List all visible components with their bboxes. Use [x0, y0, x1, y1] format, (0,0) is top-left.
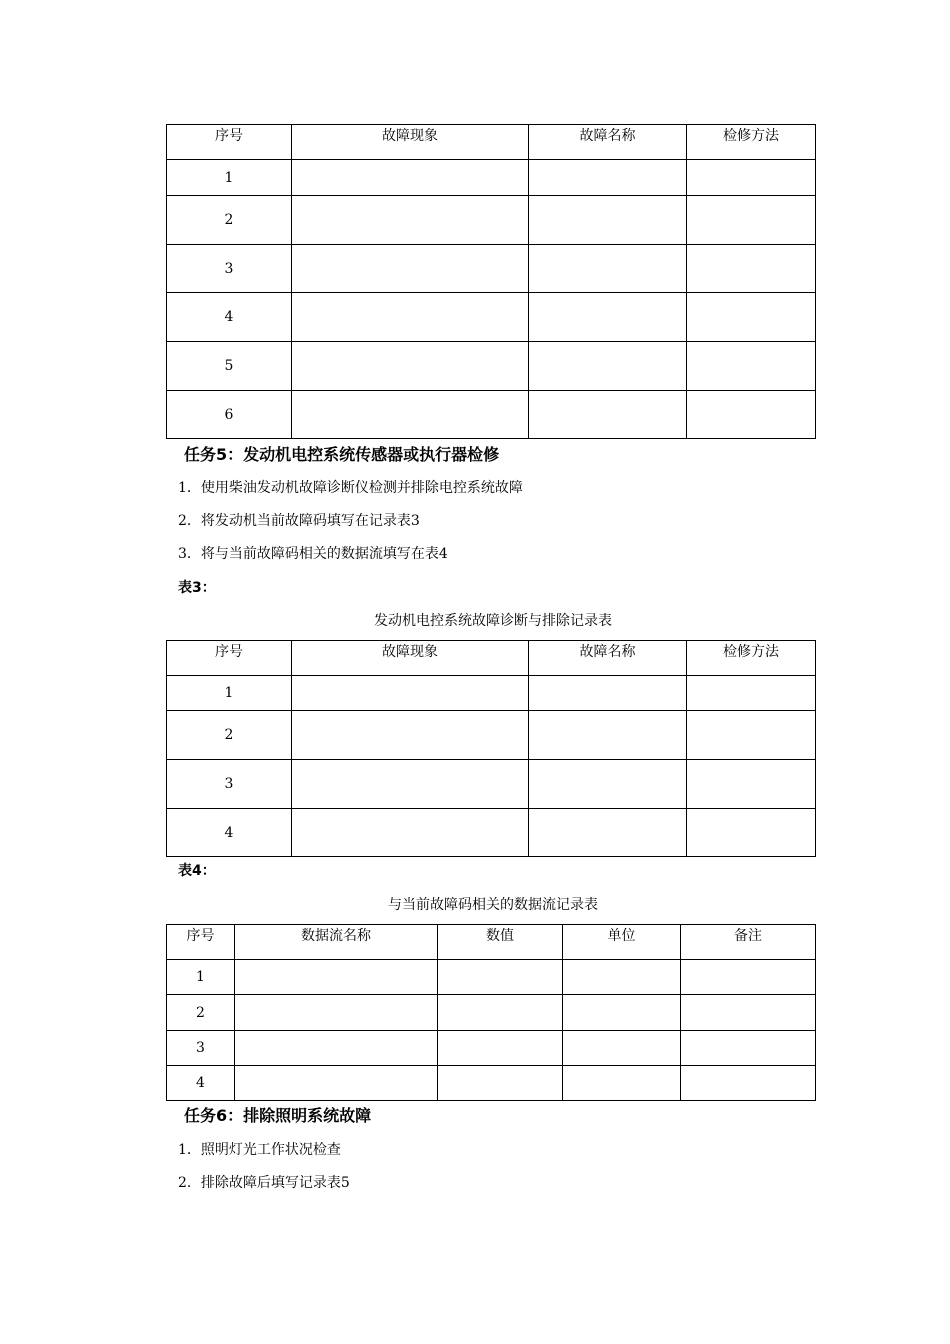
empty-cell[interactable]	[292, 293, 529, 342]
empty-cell[interactable]	[687, 342, 816, 391]
header-cell: 单位	[563, 925, 681, 960]
empty-cell[interactable]	[529, 160, 687, 196]
row-number: 2	[167, 995, 235, 1031]
empty-cell[interactable]	[438, 1031, 563, 1066]
task6-step: 2．排除故障后填写记录表5	[178, 1175, 350, 1191]
table-row	[167, 391, 816, 439]
header-cell: 序号	[167, 641, 292, 676]
empty-cell[interactable]	[438, 995, 563, 1031]
header-cell: 检修方法	[687, 641, 816, 676]
table3	[166, 640, 816, 857]
task6-step: 1．照明灯光工作状况检查	[178, 1142, 341, 1158]
table-row	[167, 293, 816, 342]
table-row	[167, 160, 816, 196]
row-number: 3	[167, 245, 292, 293]
table-row	[167, 245, 816, 293]
empty-cell[interactable]	[687, 293, 816, 342]
task5-step: 3．将与当前故障码相关的数据流填写在表4	[178, 546, 448, 562]
empty-cell[interactable]	[235, 1066, 438, 1101]
header-cell: 故障名称	[529, 125, 687, 160]
row-number: 6	[167, 391, 292, 439]
empty-cell[interactable]	[292, 196, 529, 245]
empty-cell[interactable]	[681, 960, 816, 995]
empty-cell[interactable]	[687, 760, 816, 809]
table-header-row	[167, 925, 816, 960]
table-header-row	[167, 641, 816, 676]
empty-cell[interactable]	[292, 760, 529, 809]
task5-step: 2．将发动机当前故障码填写在记录表3	[178, 513, 420, 529]
row-number: 3	[167, 1031, 235, 1066]
empty-cell[interactable]	[687, 809, 816, 857]
empty-cell[interactable]	[438, 960, 563, 995]
empty-cell[interactable]	[563, 1066, 681, 1101]
row-number: 4	[167, 1066, 235, 1101]
empty-cell[interactable]	[529, 293, 687, 342]
table-row	[167, 711, 816, 760]
header-cell: 备注	[681, 925, 816, 960]
table4	[166, 924, 816, 1101]
empty-cell[interactable]	[529, 196, 687, 245]
empty-cell[interactable]	[529, 809, 687, 857]
row-number: 5	[167, 342, 292, 391]
fault-record-table-top	[166, 124, 816, 439]
empty-cell[interactable]	[681, 1031, 816, 1066]
empty-cell[interactable]	[438, 1066, 563, 1101]
empty-cell[interactable]	[235, 995, 438, 1031]
row-number: 2	[167, 711, 292, 760]
header-cell: 数据流名称	[235, 925, 438, 960]
row-number: 4	[167, 293, 292, 342]
row-number: 1	[167, 160, 292, 196]
table-header-row	[167, 125, 816, 160]
empty-cell[interactable]	[681, 995, 816, 1031]
table-row	[167, 1066, 816, 1101]
empty-cell[interactable]	[687, 160, 816, 196]
header-cell: 数值	[438, 925, 563, 960]
empty-cell[interactable]	[529, 711, 687, 760]
empty-cell[interactable]	[529, 676, 687, 711]
empty-cell[interactable]	[235, 1031, 438, 1066]
empty-cell[interactable]	[292, 676, 529, 711]
empty-cell[interactable]	[563, 1031, 681, 1066]
row-number: 4	[167, 809, 292, 857]
task5-step: 1．使用柴油发动机故障诊断仪检测并排除电控系统故障	[178, 480, 523, 496]
table-row	[167, 196, 816, 245]
empty-cell[interactable]	[681, 1066, 816, 1101]
row-number: 1	[167, 676, 292, 711]
empty-cell[interactable]	[235, 960, 438, 995]
table-row	[167, 960, 816, 995]
empty-cell[interactable]	[292, 160, 529, 196]
empty-cell[interactable]	[529, 342, 687, 391]
header-cell: 故障现象	[292, 641, 529, 676]
header-cell: 故障名称	[529, 641, 687, 676]
empty-cell[interactable]	[687, 676, 816, 711]
header-cell: 序号	[167, 125, 292, 160]
empty-cell[interactable]	[563, 995, 681, 1031]
empty-cell[interactable]	[292, 809, 529, 857]
table-row	[167, 809, 816, 857]
table-row	[167, 995, 816, 1031]
table-row	[167, 1031, 816, 1066]
row-number: 3	[167, 760, 292, 809]
table3-label: 表3：	[178, 580, 216, 596]
task5-heading: 任务5：发动机电控系统传感器或执行器检修	[184, 445, 500, 464]
empty-cell[interactable]	[292, 391, 529, 439]
table-row	[167, 342, 816, 391]
header-cell: 故障现象	[292, 125, 529, 160]
empty-cell[interactable]	[292, 711, 529, 760]
task6-heading: 任务6：排除照明系统故障	[184, 1106, 372, 1125]
header-cell: 序号	[167, 925, 235, 960]
empty-cell[interactable]	[563, 960, 681, 995]
row-number: 1	[167, 960, 235, 995]
empty-cell[interactable]	[687, 245, 816, 293]
header-cell: 检修方法	[687, 125, 816, 160]
empty-cell[interactable]	[292, 342, 529, 391]
empty-cell[interactable]	[687, 196, 816, 245]
empty-cell[interactable]	[292, 245, 529, 293]
empty-cell[interactable]	[529, 245, 687, 293]
table3-caption: 发动机电控系统故障诊断与排除记录表	[374, 613, 612, 629]
empty-cell[interactable]	[687, 711, 816, 760]
table4-caption: 与当前故障码相关的数据流记录表	[388, 897, 598, 913]
table-row	[167, 676, 816, 711]
table-row	[167, 760, 816, 809]
row-number: 2	[167, 196, 292, 245]
table4-label: 表4：	[178, 863, 216, 879]
empty-cell[interactable]	[687, 391, 816, 439]
empty-cell[interactable]	[529, 391, 687, 439]
empty-cell[interactable]	[529, 760, 687, 809]
